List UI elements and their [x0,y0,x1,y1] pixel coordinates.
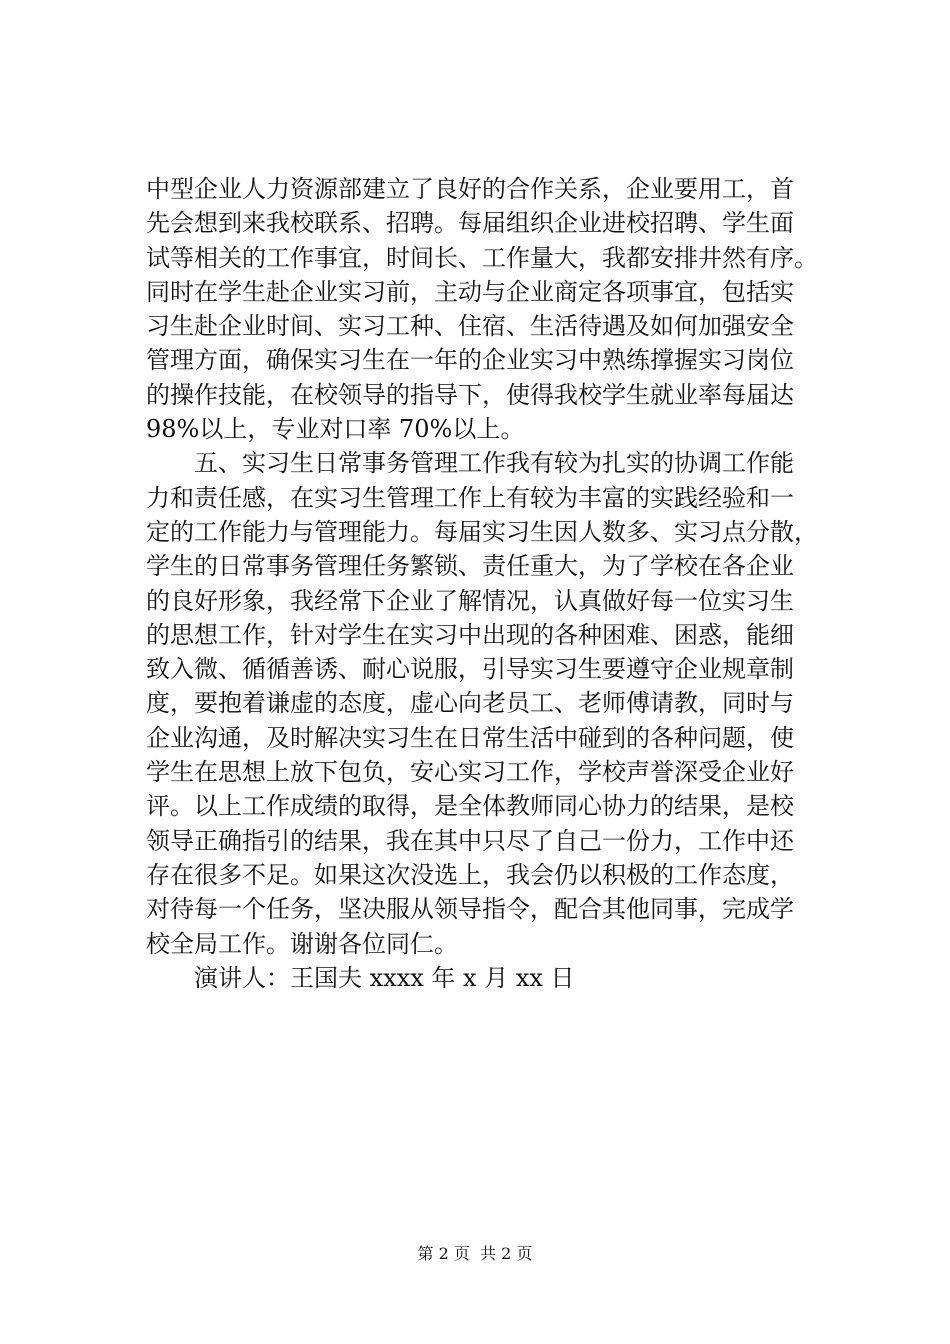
text-line-14: 的思想工作，针对学生在实习中出现的各种困难、困惑，能细 [146,620,794,649]
text-line-21: 存在很多不足。如果这次没选上，我会仍以积极的工作态度， [146,860,794,889]
text-line-20: 领导正确指引的结果，我在其中只尽了自己一份力，工作中还 [146,826,794,855]
text-line-17: 企业沟通，及时解决实习生在日常生活中碰到的各种问题，使 [146,723,794,752]
text-line-12: 学生的日常事务管理任务繁锁、责任重大，为了学校在各企业 [146,552,794,581]
text-line-18: 学生在思想上放下包负，安心实习工作，学校声誉深受企业好 [146,758,794,787]
text-line-16: 度，要抱着谦虚的态度，虚心向老员工、老师傅请教，同时与 [146,689,794,718]
paragraph-five-start: 五、实习生日常事务管理工作我有较为扎实的协调工作能 [194,449,794,478]
text-line-19: 评。以上工作成绩的取得，是全体教师同心协力的结果，是校 [146,792,794,821]
text-line-7: 的操作技能，在校领导的指导下，使得我校学生就业率每届达 [146,380,794,409]
text-line-22: 对待每一个任务，坚决服从领导指令，配合其他同事，完成学 [146,895,794,924]
document-body [146,172,826,995]
text-line-23: 校全局工作。谢谢各位同仁。 [146,929,458,958]
text-line-5: 习生赴企业时间、实习工种、住宿、生活待遇及如何加强安全 [146,312,794,341]
page-number-label: 第 2 页 共 2 页 [417,1244,533,1263]
page-footer [0,1244,950,1264]
text-line-8: 98%以上，专业对口率 70%以上。 [146,415,525,444]
text-line-13: 的良好形象，我经常下企业了解情况，认真做好每一位实习生 [146,586,794,615]
text-line-3: 试等相关的工作事宜，时间长、工作量大，我都安排井然有序。 [146,243,818,272]
text-line-6: 管理方面，确保实习生在一年的企业实习中熟练撑握实习岗位 [146,346,794,375]
text-line-15: 致入微、循循善诱、耐心说服，引导实习生要遵守企业规章制 [146,655,794,684]
text-line-4: 同时在学生赴企业实习前，主动与企业商定各项事宜，包括实 [146,277,794,306]
text-line-10: 力和责任感，在实习生管理工作上有较为丰富的实践经验和一 [146,483,794,512]
text-line-11: 定的工作能力与管理能力。每届实习生因人数多、实习点分散， [146,517,818,546]
speaker-signature-line: 演讲人：王国夫 xxxx 年 x 月 xx 日 [194,963,575,992]
text-line-1: 中型企业人力资源部建立了良好的合作关系，企业要用工，首 [146,175,794,203]
text-line-2: 先会想到来我校联系、招聘。每届组织企业进校招聘、学生面 [146,209,794,238]
